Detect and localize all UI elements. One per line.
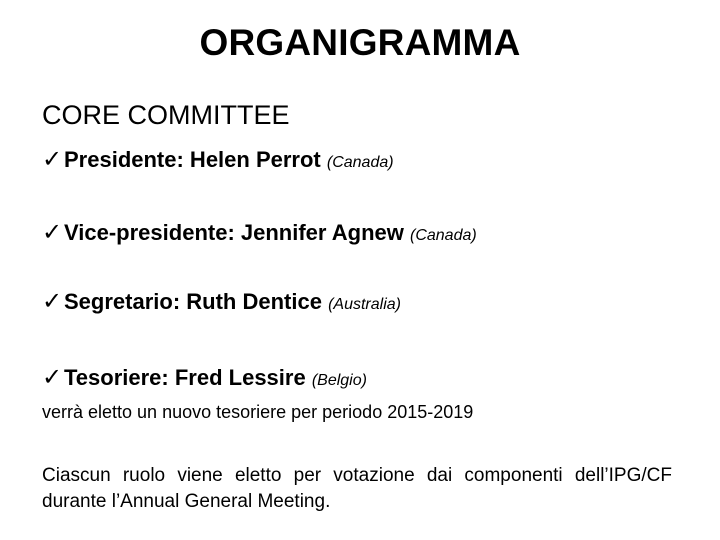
role-item-segretario — [42, 287, 401, 316]
treasurer-note: verrà eletto un nuovo tesoriere per periodo 2015-2019 — [42, 402, 474, 422]
role-country: (Australia) — [328, 296, 401, 313]
checkmark-icon: ✓ — [42, 288, 63, 315]
role-country: (Canada) — [410, 227, 477, 244]
checkmark-icon: ✓ — [42, 146, 63, 173]
role-item-vice-presidente — [42, 218, 477, 247]
checkmark-icon: ✓ — [42, 364, 63, 391]
role-country: (Belgio) — [311, 372, 367, 389]
role-label: Vice-presidente: Jennifer Agnew — [64, 220, 404, 245]
role-label: Segretario: Ruth Dentice — [64, 289, 322, 314]
role-country: (Canada) — [326, 154, 394, 171]
page-title: ORGANIGRAMMA — [199, 22, 521, 63]
section-heading: CORE COMMITTEE — [42, 100, 290, 130]
role-item-tesoriere — [42, 363, 367, 392]
election-paragraph: Ciascun ruolo viene eletto per votazione dai componenti dell’IPG/CF durante l’Annual General Meeting. — [42, 465, 672, 512]
role-label: Tesoriere: Fred Lessire — [64, 365, 306, 390]
role-label: Presidente: Helen Perrot — [64, 147, 321, 172]
role-item-presidente — [42, 145, 394, 174]
checkmark-icon: ✓ — [42, 219, 63, 246]
